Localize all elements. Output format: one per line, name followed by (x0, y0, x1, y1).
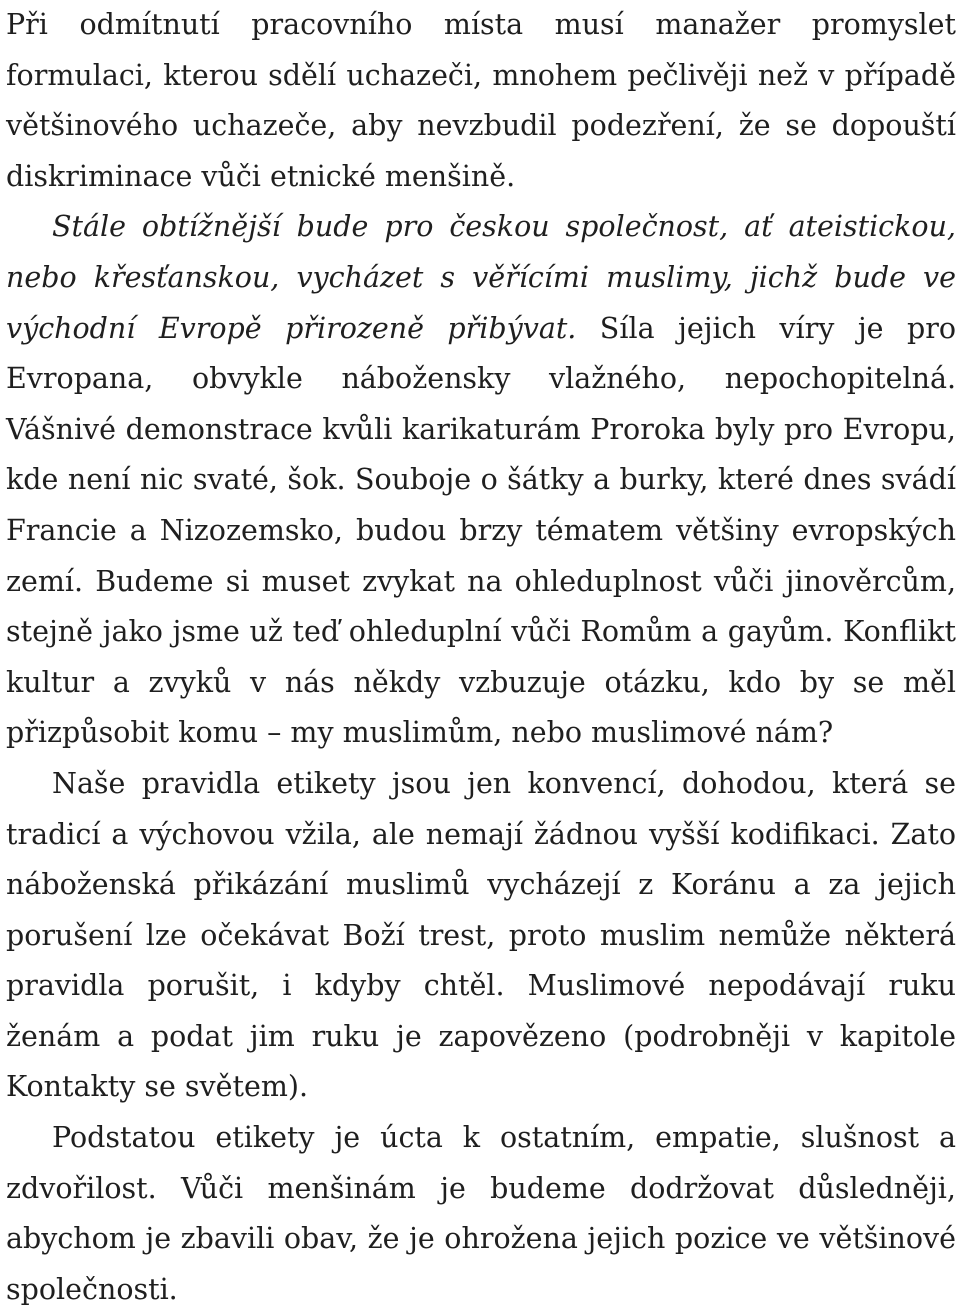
paragraph-1 (6, 0, 956, 202)
paragraph-1-text: Při odmítnutí pracovního místa musí manažer promyslet formulaci, kterou sdělí uchazeči, mnohem pečlivěji než v případě většinového uchazeče, aby nevzbudil podezření, že se dopouští diskriminace vůči etnické menšině. (6, 8, 956, 193)
paragraph-2-text: Síla jejich víry je pro Evropana, obvykle nábožensky vlažného, nepochopitelná. Vášnivé demonstrace kvůli karikaturám Proroka byly pro Evropu, kde není nic svaté, šok. Souboje o šátky a burky, které dnes svádí Francie a Nizozemsko, budou brzy tématem většiny evropských zemí. Budeme si muset zvykat na ohleduplnost vůči jinověrcům, stejně jako jsme už teď ohleduplní vůči Romům a gayům. Konflikt kultur a zvyků v nás někdy vzbuzuje otázku, kdo by se měl přizpůsobit komu – my muslimům, nebo muslimové nám? (6, 311, 957, 750)
paragraph-3-text: Naše pravidla etikety jsou jen konvencí, dohodou, která se tradicí a výchovou vžila, ale nemají žádnou vyšší kodifikaci. Zato náboženská přikázání muslimů vycházejí z Koránu a za jejich porušení lze očekávat Boží trest, proto muslim nemůže některá pravidla porušit, i kdyby chtěl. Muslimové nepodávají ruku ženám a podat jim ruku je zapovězeno (podrobněji v kapitole Kontakty se světem). (6, 766, 956, 1104)
paragraph-2 (6, 202, 956, 759)
paragraph-4-text: Podstatou etikety je úcta k ostatním, empatie, slušnost a zdvořilost. Vůči menšinám je budeme dodržovat důsledněji, abychom je zbavili obav, že je ohrožena jejich pozice ve většinové společnosti. (6, 1121, 956, 1306)
paragraph-3 (6, 759, 956, 1113)
paragraph-4 (6, 1113, 956, 1315)
paragraph-2-italic-text: Stále obtížnější bude pro českou společnost, ať ateistickou, nebo křesťanskou, vycházet s věřícími muslimy, jichž bude ve východní Evropě přirozeně přibývat. (6, 210, 956, 345)
